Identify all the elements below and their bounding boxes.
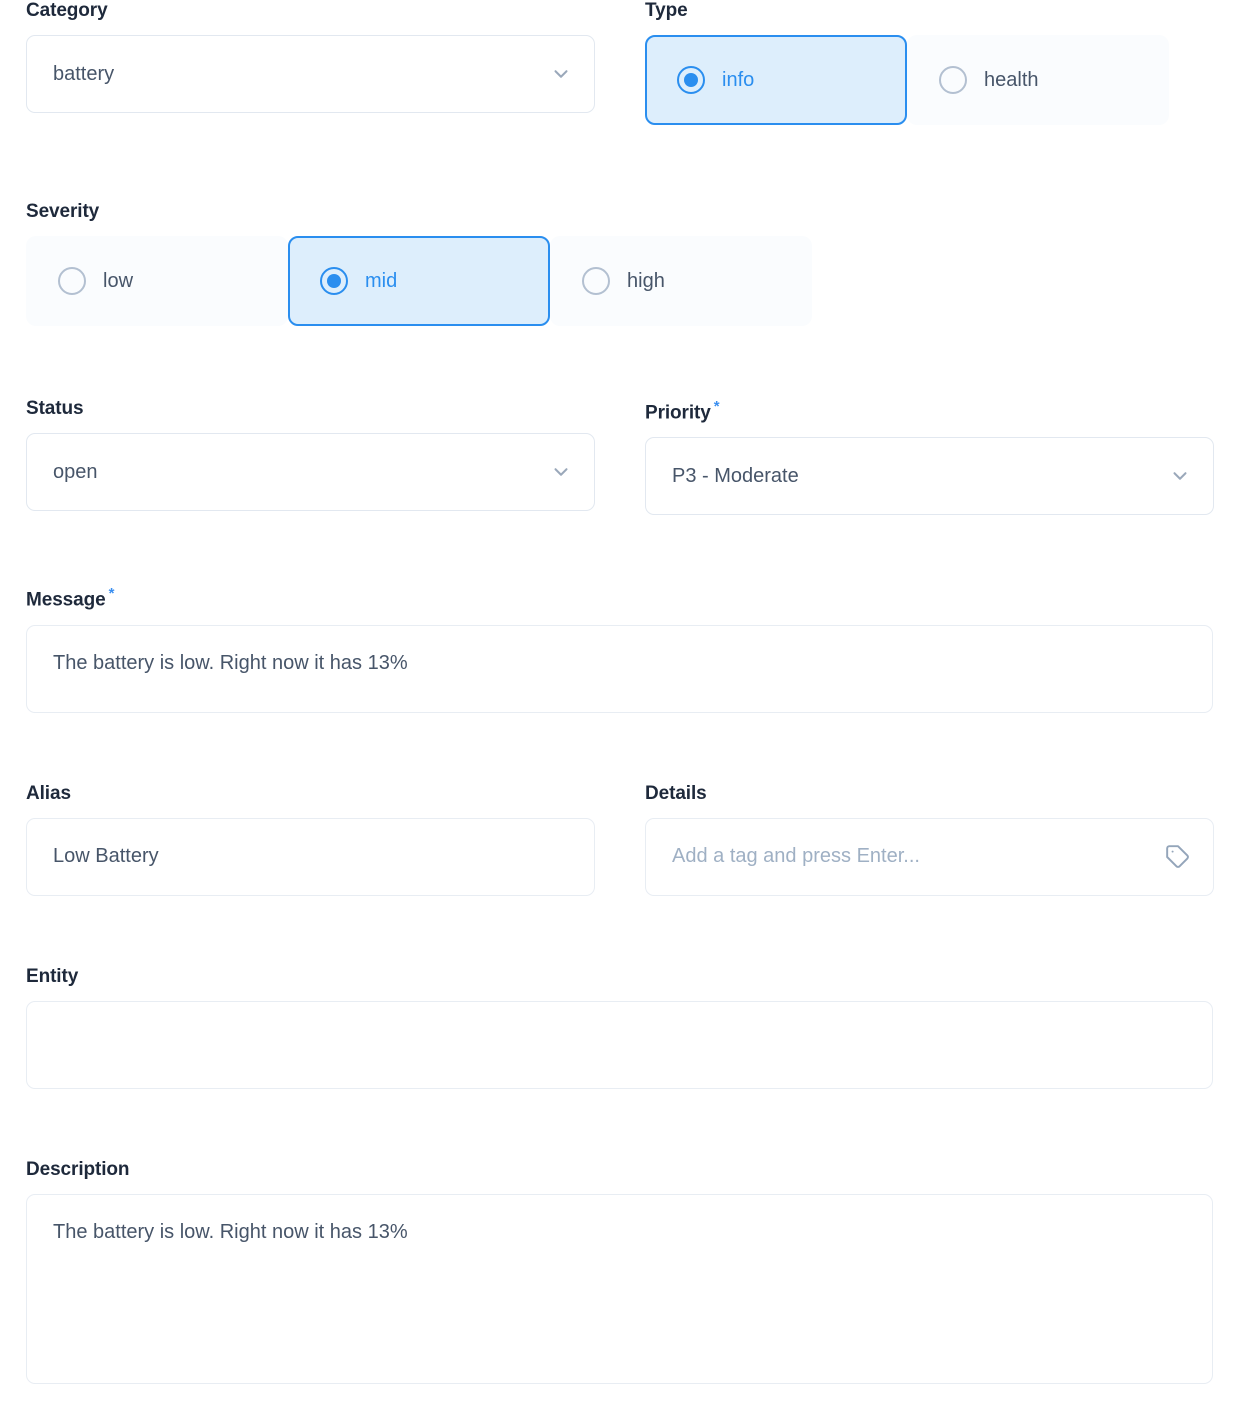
field-entity — [26, 966, 1213, 1089]
field-message — [26, 585, 1213, 712]
type-radio-group — [645, 35, 1214, 125]
field-description — [26, 1159, 1213, 1384]
status-value: open — [53, 460, 98, 483]
description-value: The battery is low. Right now it has 13% — [53, 1220, 408, 1243]
severity-radio-group — [26, 236, 1214, 326]
details-placeholder: Add a tag and press Enter... — [672, 845, 920, 868]
required-marker: * — [713, 398, 720, 415]
type-option-info[interactable] — [645, 35, 907, 125]
priority-value: P3 - Moderate — [672, 464, 799, 487]
radio-icon — [939, 66, 967, 94]
radio-icon — [58, 267, 86, 295]
type-option-health[interactable] — [907, 35, 1169, 125]
field-details — [645, 783, 1214, 896]
chevron-down-icon — [1169, 465, 1191, 487]
field-severity — [26, 201, 1214, 326]
category-label: Category — [26, 0, 108, 21]
details-label: Details — [645, 782, 707, 804]
chevron-down-icon — [550, 461, 572, 483]
type-option-label: health — [984, 68, 1039, 91]
radio-icon — [582, 267, 610, 295]
chevron-down-icon — [550, 63, 572, 85]
field-alias — [26, 783, 595, 896]
priority-select[interactable] — [645, 437, 1214, 515]
entity-input[interactable] — [26, 1001, 1213, 1089]
category-select[interactable] — [26, 35, 595, 113]
severity-option-high[interactable] — [550, 236, 812, 326]
field-priority — [645, 398, 1214, 515]
message-input[interactable] — [26, 625, 1213, 713]
radio-icon — [677, 66, 705, 94]
alias-label: Alias — [26, 782, 71, 804]
severity-option-low[interactable] — [26, 236, 288, 326]
type-option-label: info — [722, 68, 755, 91]
alias-input[interactable] — [26, 818, 595, 896]
status-label: Status — [26, 398, 84, 419]
field-category — [26, 0, 595, 125]
severity-option-label: high — [627, 269, 665, 292]
severity-option-mid[interactable] — [288, 236, 550, 326]
status-select[interactable] — [26, 433, 595, 511]
radio-icon — [320, 267, 348, 295]
description-label: Description — [26, 1158, 130, 1180]
required-marker: * — [108, 585, 115, 603]
row-category-type — [26, 0, 1214, 125]
severity-label: Severity — [26, 201, 100, 222]
details-input[interactable] — [645, 818, 1214, 896]
entity-label: Entity — [26, 965, 79, 987]
type-label: Type — [645, 0, 688, 21]
description-input[interactable] — [26, 1194, 1213, 1384]
row-alias-details — [26, 783, 1214, 896]
field-type — [645, 0, 1214, 125]
field-status — [26, 398, 595, 515]
message-label: Message * — [26, 585, 115, 611]
row-status-priority — [26, 398, 1214, 515]
category-value: battery — [53, 62, 115, 85]
alias-value: Low Battery — [53, 845, 159, 868]
severity-option-label: low — [103, 269, 134, 292]
message-value: The battery is low. Right now it has 13% — [53, 651, 408, 674]
priority-label: Priority * — [645, 398, 720, 424]
tag-icon[interactable] — [1165, 844, 1191, 870]
severity-option-label: mid — [365, 269, 398, 292]
